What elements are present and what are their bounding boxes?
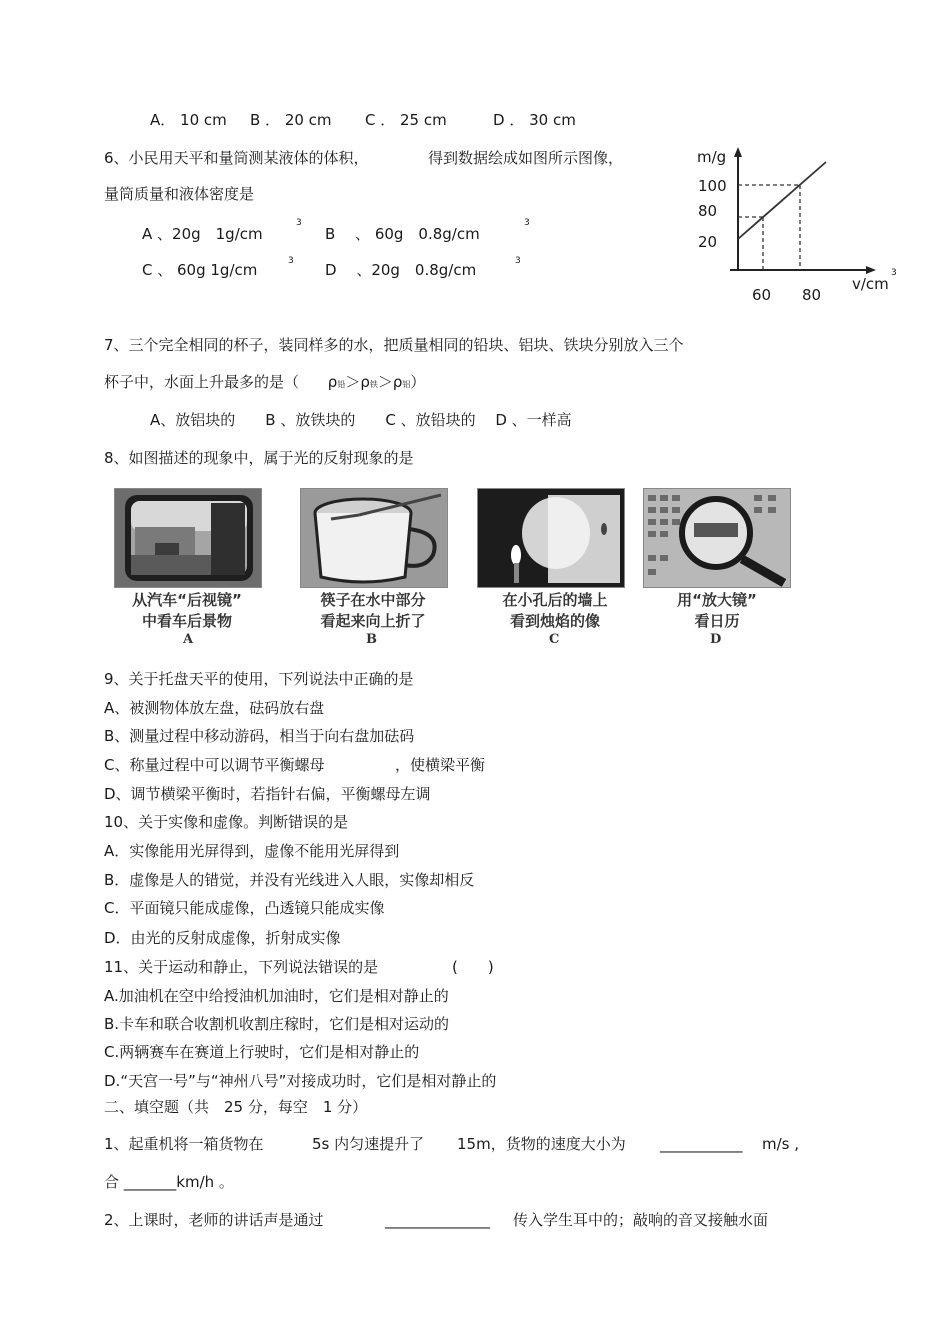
y-axis-label: m/g <box>697 148 727 166</box>
caption-d-letter: D <box>710 632 722 647</box>
q11-option-c: C.两辆赛车在赛道上行驶时，它们是相对静止的 <box>104 1043 420 1061</box>
q6-stem-part1: 6、小民用天平和量筒测某液体的体积， <box>104 149 369 167</box>
x-axis-label: v/cm <box>852 275 889 293</box>
q7-stem-line2: 杯子中，水面上升最多的是（ ρ铅＞ρ铁＞ρ铝） <box>104 373 426 391</box>
q5-option-b: B ． 20 cm <box>250 111 332 129</box>
q6-option-a: A 、20g 1g/cm <box>142 225 263 243</box>
fill2-blank[interactable]: ______________ <box>385 1211 490 1229</box>
q10-option-a: A．实像能用光屏得到，虚像不能用光屏得到 <box>104 842 400 860</box>
q6-option-b: B 、 60g 0.8g/cm <box>325 225 480 243</box>
q10-option-b: B．虚像是人的错觉，并没有光线进入人眼，实像却相反 <box>104 871 475 889</box>
q6-option-b-sup: 3 <box>524 218 530 228</box>
fill2-part2: 传入学生耳中的；敲响的音叉接触水面 <box>513 1211 769 1229</box>
fill1-part2: 5s 内匀速提升了 <box>312 1135 425 1153</box>
x-axis-label-sup: 3 <box>891 268 897 278</box>
q9-option-b: B、测量过程中移动游码，相当于向右盘加砝码 <box>104 727 415 745</box>
caption-b: 筷子在水中部分 看起来向上折了 <box>320 591 426 630</box>
photo-rearview-mirror <box>114 488 262 588</box>
caption-d: 用“放大镜” 看日历 <box>677 591 757 630</box>
fill1-part3: 15m，货物的速度大小为 <box>457 1135 626 1153</box>
q9-option-d: D、调节横梁平衡时，若指针右偏，平衡螺母左调 <box>104 785 431 803</box>
q6-stem-line2: 量筒质量和液体密度是 <box>104 185 255 203</box>
q7-stem-line1: 7、三个完全相同的杯子，装同样多的水，把质量相同的铅块、铝块、铁块分别放入三个 <box>104 336 684 354</box>
y-tick-80: 80 <box>698 202 718 220</box>
q5-option-d: D ． 30 cm <box>493 111 576 129</box>
fill1-part1: 1、起重机将一箱货物在 <box>104 1135 264 1153</box>
mass-volume-graph <box>690 145 905 305</box>
q6-option-d: D 、20g 0.8g/cm <box>325 261 477 279</box>
fill1-line2: 合 _______km/h 。 <box>104 1173 234 1191</box>
q10-option-d: D．由光的反射成虚像，折射成实像 <box>104 929 341 947</box>
caption-a: 从汽车“后视镜” 中看车后景物 <box>132 591 242 630</box>
q11-answer-paren: ( ) <box>452 958 494 976</box>
fill1-unit1: m/s , <box>762 1135 800 1153</box>
q6-option-a-sup: 3 <box>296 218 302 228</box>
q9-option-c-part2: ，使横梁平衡 <box>395 756 486 774</box>
q7-options: A、放铝块的 B 、放铁块的 C 、放铅块的 D 、一样高 <box>150 411 572 429</box>
x-tick-60: 60 <box>752 286 772 304</box>
q6-stem-part2: 得到数据绘成如图所示图像， <box>428 149 624 167</box>
q11-stem: 11、关于运动和静止，下列说法错误的是 <box>104 958 379 976</box>
q11-option-a: A.加油机在空中给授油机加油时，它们是相对静止的 <box>104 987 449 1005</box>
q11-option-d: D.“天宫一号”与“神州八号”对接成功时，它们是相对静止的 <box>104 1072 497 1090</box>
photo-chopsticks-in-cup <box>300 488 448 588</box>
q6-option-d-sup: 3 <box>515 256 521 266</box>
caption-c-letter: C <box>549 632 560 647</box>
q5-option-c: C ． 25 cm <box>365 111 447 129</box>
fill1-blank1[interactable]: ___________ <box>660 1135 743 1153</box>
q9-stem: 9、关于托盘天平的使用，下列说法中正确的是 <box>104 670 414 688</box>
photo-pinhole-candle <box>477 488 625 588</box>
x-axis-arrow <box>866 266 876 274</box>
y-tick-100: 100 <box>698 177 727 195</box>
y-tick-20: 20 <box>698 233 718 251</box>
q9-option-c-part1: C、称量过程中可以调节平衡螺母 <box>104 756 325 774</box>
q10-option-c: C．平面镜只能成虚像，凸透镜只能成实像 <box>104 899 385 917</box>
graph-line <box>738 162 826 239</box>
q10-stem: 10、关于实像和虚像。判断错误的是 <box>104 813 349 831</box>
caption-b-letter: B <box>366 632 377 647</box>
q11-option-b: B.卡车和联合收割机收割庄稼时，它们是相对运动的 <box>104 1015 450 1033</box>
q6-option-c: C 、 60g 1g/cm <box>142 261 258 279</box>
fill2-part1: 2、上课时，老师的讲话声是通过 <box>104 1211 324 1229</box>
q8-stem: 8、如图描述的现象中，属于光的反射现象的是 <box>104 449 414 467</box>
q5-option-a: A． 10 cm <box>150 111 227 129</box>
q9-option-a: A、被测物体放左盘，砝码放右盘 <box>104 699 325 717</box>
section-2-title: 二、填空题（共 25 分，每空 1 分） <box>104 1098 368 1116</box>
y-axis-arrow <box>734 147 742 157</box>
photo-magnifier-calendar <box>643 488 791 588</box>
q6-option-c-sup: 3 <box>288 256 294 266</box>
caption-a-letter: A <box>183 632 194 647</box>
caption-c: 在小孔后的墙上 看到烛焰的像 <box>502 591 608 630</box>
x-tick-80: 80 <box>802 286 822 304</box>
